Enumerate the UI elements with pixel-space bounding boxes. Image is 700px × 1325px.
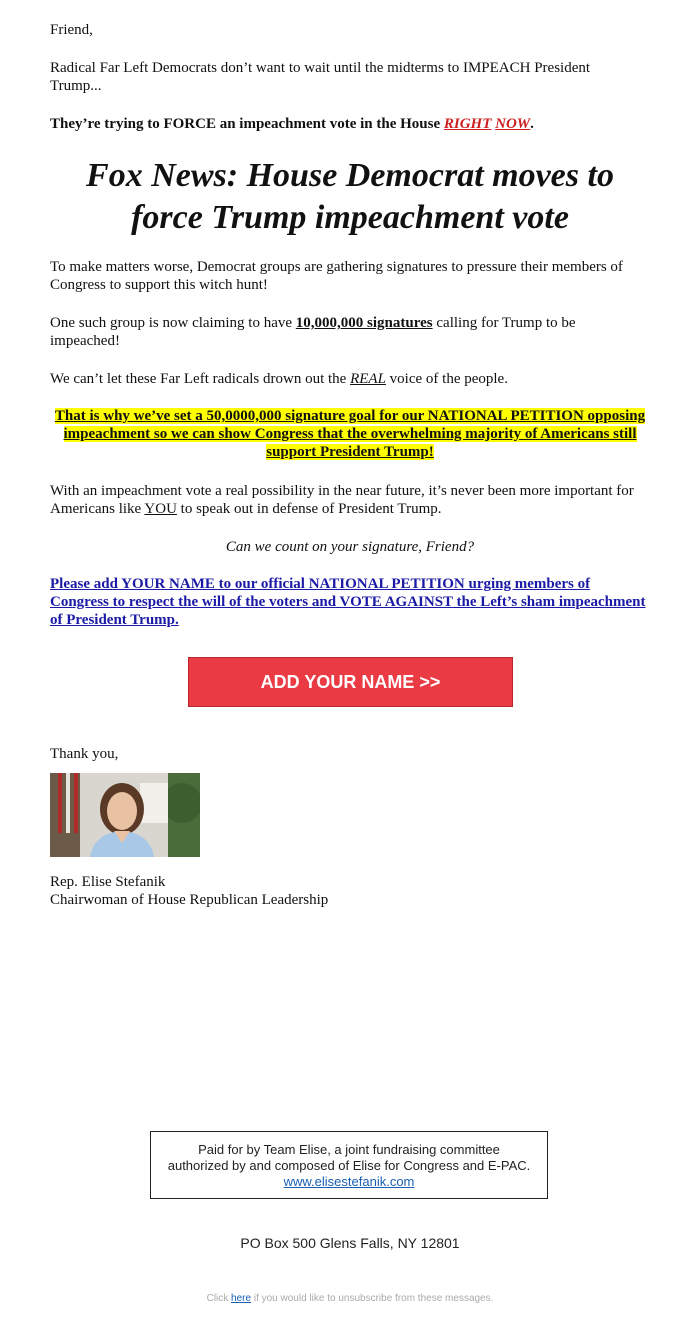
- real-voice-lead: We can’t let these Far Left radicals drown out the: [50, 371, 351, 387]
- mailing-address: PO Box 500 Glens Falls, NY 12801: [240, 1235, 460, 1251]
- right-link[interactable]: RIGHT: [443, 116, 492, 132]
- real-voice-tail: voice of the people.: [385, 371, 508, 387]
- petition-goal-block: [50, 407, 650, 461]
- petition-goal-highlight: That is why we’ve set a 50,0000,000 signature goal for our NATIONAL PETITION opposing impeachment so we can show Congress that the overwhelming majority of Americans still support President Trump!: [54, 408, 646, 460]
- add-your-name-button[interactable]: ADD YOUR NAME >>: [188, 657, 513, 707]
- unsubscribe-line: [0, 1290, 700, 1308]
- paid-for-disclaimer: [150, 1131, 548, 1199]
- intro-paragraph: Radical Far Left Democrats don’t want to wait until the midterms to IMPEACH President Trump...: [50, 60, 591, 94]
- signatures-paragraph: To make matters worse, Democrat groups are gathering signatures to pressure their members of Congress to support this witch hunt!: [50, 259, 623, 293]
- portrait-illustration: [50, 773, 200, 857]
- speak-out-paragraph: [50, 482, 650, 518]
- thanks-text: Thank you,: [50, 746, 119, 762]
- petition-link[interactable]: Please add YOUR NAME to our official NATIONAL PETITION urging members of Congress to respect the will of the voters and VOTE AGAINST the Left’s sham impeachment of President Trump.: [50, 576, 646, 628]
- portrait-photo: [50, 773, 200, 857]
- signature-title: Chairwoman of House Republican Leadership: [50, 892, 329, 908]
- you-emphasis: YOU: [144, 501, 177, 517]
- greeting: Friend,: [50, 22, 93, 38]
- group-claim-tail: calling for Trump to be impeached!: [50, 315, 576, 349]
- now-link[interactable]: NOW: [495, 116, 531, 132]
- force-vote-text: They’re trying to FORCE an impeachment vote in the House: [50, 116, 444, 132]
- unsubscribe-tail: if you would like to unsubscribe from these messages.: [251, 1293, 494, 1304]
- force-vote-paragraph: [50, 115, 534, 133]
- headline: Fox News: House Democrat moves to force Trump impeachment vote: [86, 157, 614, 236]
- real-emphasis: REAL: [350, 371, 386, 387]
- real-voice-paragraph: [50, 370, 508, 388]
- signature-count: 10,000,000 signatures: [295, 315, 433, 331]
- unsubscribe-lead: Click: [206, 1293, 232, 1304]
- force-vote-end: .: [530, 116, 534, 132]
- disclaimer-text: Paid for by Team Elise, a joint fundraising committee authorized by and composed of Elise for Congress and E-PAC.: [167, 1142, 531, 1173]
- group-claim-lead: One such group is now claiming to have: [50, 315, 296, 331]
- website-link[interactable]: www.elisestefanik.com: [283, 1174, 415, 1189]
- signature-ask: Can we count on your signature, Friend?: [225, 539, 475, 555]
- group-claim-paragraph: [50, 314, 640, 350]
- signature-name: Rep. Elise Stefanik: [50, 874, 166, 890]
- unsubscribe-link[interactable]: here: [231, 1293, 252, 1304]
- speak-out-lead: With an impeachment vote a real possibility in the near future, it’s never been more important for Americans like: [50, 483, 634, 517]
- speak-out-tail: to speak out in defense of President Trump.: [176, 501, 442, 517]
